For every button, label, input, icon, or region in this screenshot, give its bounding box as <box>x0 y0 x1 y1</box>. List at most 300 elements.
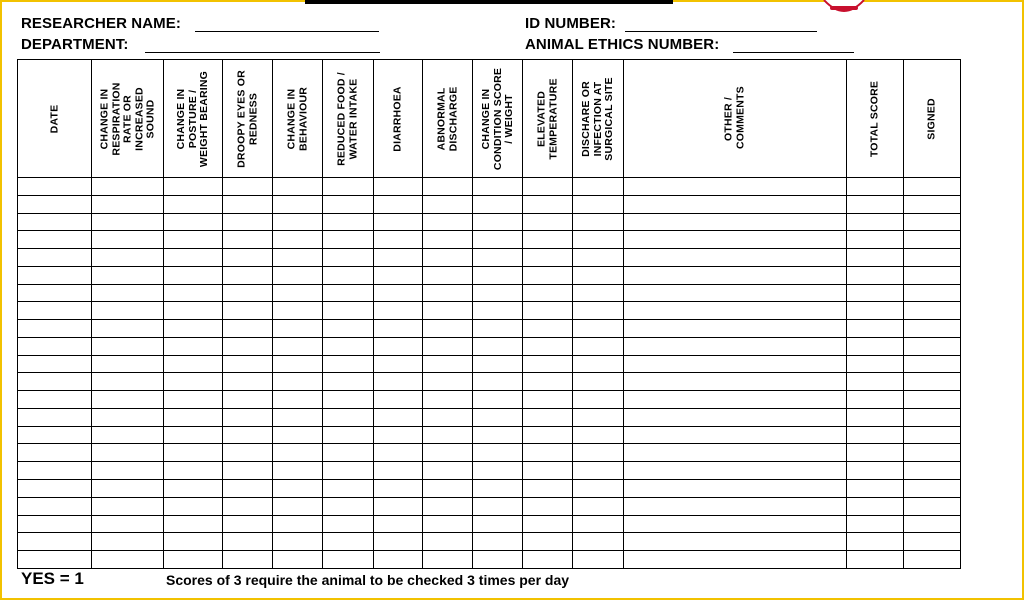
entry-cell[interactable] <box>473 373 523 391</box>
entry-cell[interactable] <box>164 533 223 551</box>
entry-cell[interactable] <box>223 337 273 355</box>
entry-cell[interactable] <box>904 444 961 462</box>
entry-cell[interactable] <box>904 551 961 569</box>
entry-cell[interactable] <box>573 408 624 426</box>
entry-cell[interactable] <box>624 213 847 231</box>
entry-cell[interactable] <box>423 302 473 320</box>
entry-cell[interactable] <box>624 195 847 213</box>
entry-cell[interactable] <box>847 391 904 409</box>
entry-cell[interactable] <box>847 320 904 338</box>
entry-cell[interactable] <box>164 444 223 462</box>
entry-cell[interactable] <box>573 284 624 302</box>
entry-cell[interactable] <box>573 444 624 462</box>
entry-cell[interactable] <box>273 391 323 409</box>
entry-cell[interactable] <box>904 480 961 498</box>
entry-cell[interactable] <box>473 497 523 515</box>
entry-cell[interactable] <box>904 195 961 213</box>
entry-cell[interactable] <box>164 551 223 569</box>
entry-cell[interactable] <box>273 444 323 462</box>
entry-cell[interactable] <box>92 462 164 480</box>
entry-cell[interactable] <box>423 337 473 355</box>
entry-cell[interactable] <box>473 320 523 338</box>
entry-cell[interactable] <box>323 480 374 498</box>
entry-cell[interactable] <box>573 355 624 373</box>
entry-cell[interactable] <box>323 337 374 355</box>
entry-cell[interactable] <box>18 249 92 267</box>
entry-cell[interactable] <box>374 462 423 480</box>
animal-ethics-number-field[interactable] <box>733 52 854 53</box>
entry-cell[interactable] <box>523 231 573 249</box>
entry-cell[interactable] <box>573 320 624 338</box>
entry-cell[interactable] <box>423 373 473 391</box>
entry-cell[interactable] <box>18 533 92 551</box>
entry-cell[interactable] <box>164 302 223 320</box>
entry-cell[interactable] <box>92 373 164 391</box>
entry-cell[interactable] <box>323 462 374 480</box>
entry-cell[interactable] <box>423 426 473 444</box>
entry-cell[interactable] <box>904 497 961 515</box>
entry-cell[interactable] <box>92 213 164 231</box>
entry-cell[interactable] <box>323 231 374 249</box>
entry-cell[interactable] <box>904 355 961 373</box>
entry-cell[interactable] <box>573 302 624 320</box>
entry-cell[interactable] <box>164 213 223 231</box>
entry-cell[interactable] <box>904 213 961 231</box>
entry-cell[interactable] <box>523 320 573 338</box>
entry-cell[interactable] <box>523 302 573 320</box>
entry-cell[interactable] <box>523 426 573 444</box>
entry-cell[interactable] <box>323 178 374 196</box>
entry-cell[interactable] <box>273 266 323 284</box>
entry-cell[interactable] <box>573 480 624 498</box>
entry-cell[interactable] <box>164 195 223 213</box>
entry-cell[interactable] <box>92 195 164 213</box>
entry-cell[interactable] <box>624 337 847 355</box>
entry-cell[interactable] <box>423 551 473 569</box>
entry-cell[interactable] <box>904 178 961 196</box>
entry-cell[interactable] <box>374 444 423 462</box>
entry-cell[interactable] <box>573 195 624 213</box>
entry-cell[interactable] <box>18 497 92 515</box>
entry-cell[interactable] <box>473 551 523 569</box>
entry-cell[interactable] <box>273 302 323 320</box>
entry-cell[interactable] <box>624 373 847 391</box>
entry-cell[interactable] <box>573 426 624 444</box>
entry-cell[interactable] <box>573 391 624 409</box>
entry-cell[interactable] <box>473 515 523 533</box>
entry-cell[interactable] <box>904 391 961 409</box>
entry-cell[interactable] <box>223 231 273 249</box>
entry-cell[interactable] <box>423 533 473 551</box>
entry-cell[interactable] <box>374 551 423 569</box>
entry-cell[interactable] <box>523 337 573 355</box>
entry-cell[interactable] <box>223 391 273 409</box>
entry-cell[interactable] <box>323 266 374 284</box>
entry-cell[interactable] <box>523 266 573 284</box>
entry-cell[interactable] <box>18 408 92 426</box>
entry-cell[interactable] <box>164 515 223 533</box>
entry-cell[interactable] <box>473 426 523 444</box>
entry-cell[interactable] <box>273 480 323 498</box>
entry-cell[interactable] <box>523 373 573 391</box>
entry-cell[interactable] <box>223 355 273 373</box>
entry-cell[interactable] <box>423 515 473 533</box>
entry-cell[interactable] <box>273 320 323 338</box>
entry-cell[interactable] <box>18 515 92 533</box>
entry-cell[interactable] <box>92 391 164 409</box>
entry-cell[interactable] <box>374 284 423 302</box>
entry-cell[interactable] <box>423 391 473 409</box>
entry-cell[interactable] <box>904 373 961 391</box>
entry-cell[interactable] <box>847 426 904 444</box>
entry-cell[interactable] <box>18 195 92 213</box>
entry-cell[interactable] <box>223 426 273 444</box>
entry-cell[interactable] <box>523 355 573 373</box>
entry-cell[interactable] <box>273 178 323 196</box>
entry-cell[interactable] <box>473 444 523 462</box>
entry-cell[interactable] <box>847 515 904 533</box>
entry-cell[interactable] <box>904 284 961 302</box>
entry-cell[interactable] <box>423 355 473 373</box>
entry-cell[interactable] <box>223 213 273 231</box>
entry-cell[interactable] <box>164 480 223 498</box>
entry-cell[interactable] <box>92 284 164 302</box>
entry-cell[interactable] <box>573 515 624 533</box>
entry-cell[interactable] <box>624 320 847 338</box>
entry-cell[interactable] <box>847 533 904 551</box>
entry-cell[interactable] <box>374 533 423 551</box>
entry-cell[interactable] <box>374 391 423 409</box>
entry-cell[interactable] <box>573 533 624 551</box>
entry-cell[interactable] <box>164 497 223 515</box>
entry-cell[interactable] <box>18 302 92 320</box>
entry-cell[interactable] <box>223 551 273 569</box>
entry-cell[interactable] <box>847 408 904 426</box>
entry-cell[interactable] <box>847 213 904 231</box>
entry-cell[interactable] <box>164 249 223 267</box>
entry-cell[interactable] <box>423 249 473 267</box>
entry-cell[interactable] <box>273 515 323 533</box>
entry-cell[interactable] <box>624 355 847 373</box>
entry-cell[interactable] <box>223 373 273 391</box>
entry-cell[interactable] <box>273 284 323 302</box>
entry-cell[interactable] <box>374 266 423 284</box>
entry-cell[interactable] <box>374 178 423 196</box>
entry-cell[interactable] <box>164 426 223 444</box>
entry-cell[interactable] <box>847 178 904 196</box>
entry-cell[interactable] <box>223 266 273 284</box>
entry-cell[interactable] <box>423 178 473 196</box>
department-field[interactable] <box>145 52 380 53</box>
entry-cell[interactable] <box>473 231 523 249</box>
entry-cell[interactable] <box>374 249 423 267</box>
entry-cell[interactable] <box>423 213 473 231</box>
entry-cell[interactable] <box>473 195 523 213</box>
entry-cell[interactable] <box>18 284 92 302</box>
entry-cell[interactable] <box>374 213 423 231</box>
entry-cell[interactable] <box>523 391 573 409</box>
entry-cell[interactable] <box>473 249 523 267</box>
entry-cell[interactable] <box>223 302 273 320</box>
entry-cell[interactable] <box>573 373 624 391</box>
entry-cell[interactable] <box>523 444 573 462</box>
entry-cell[interactable] <box>273 355 323 373</box>
entry-cell[interactable] <box>423 462 473 480</box>
entry-cell[interactable] <box>273 462 323 480</box>
entry-cell[interactable] <box>223 462 273 480</box>
researcher-name-field[interactable] <box>195 31 379 32</box>
entry-cell[interactable] <box>624 515 847 533</box>
entry-cell[interactable] <box>323 533 374 551</box>
entry-cell[interactable] <box>18 266 92 284</box>
entry-cell[interactable] <box>92 444 164 462</box>
entry-cell[interactable] <box>18 426 92 444</box>
entry-cell[interactable] <box>92 231 164 249</box>
entry-cell[interactable] <box>847 480 904 498</box>
entry-cell[interactable] <box>323 195 374 213</box>
entry-cell[interactable] <box>323 320 374 338</box>
entry-cell[interactable] <box>374 480 423 498</box>
entry-cell[interactable] <box>904 533 961 551</box>
entry-cell[interactable] <box>273 497 323 515</box>
entry-cell[interactable] <box>374 320 423 338</box>
entry-cell[interactable] <box>624 444 847 462</box>
entry-cell[interactable] <box>92 178 164 196</box>
entry-cell[interactable] <box>323 551 374 569</box>
entry-cell[interactable] <box>573 337 624 355</box>
entry-cell[interactable] <box>523 515 573 533</box>
entry-cell[interactable] <box>323 515 374 533</box>
entry-cell[interactable] <box>423 444 473 462</box>
entry-cell[interactable] <box>92 355 164 373</box>
entry-cell[interactable] <box>847 249 904 267</box>
entry-cell[interactable] <box>164 337 223 355</box>
entry-cell[interactable] <box>473 284 523 302</box>
entry-cell[interactable] <box>323 408 374 426</box>
entry-cell[interactable] <box>523 480 573 498</box>
entry-cell[interactable] <box>624 408 847 426</box>
entry-cell[interactable] <box>624 249 847 267</box>
entry-cell[interactable] <box>904 320 961 338</box>
entry-cell[interactable] <box>374 408 423 426</box>
entry-cell[interactable] <box>374 426 423 444</box>
entry-cell[interactable] <box>223 320 273 338</box>
entry-cell[interactable] <box>374 302 423 320</box>
entry-cell[interactable] <box>847 337 904 355</box>
entry-cell[interactable] <box>92 533 164 551</box>
entry-cell[interactable] <box>423 195 473 213</box>
entry-cell[interactable] <box>273 195 323 213</box>
entry-cell[interactable] <box>374 373 423 391</box>
entry-cell[interactable] <box>18 391 92 409</box>
entry-cell[interactable] <box>904 462 961 480</box>
entry-cell[interactable] <box>273 213 323 231</box>
entry-cell[interactable] <box>624 178 847 196</box>
entry-cell[interactable] <box>92 266 164 284</box>
entry-cell[interactable] <box>523 195 573 213</box>
entry-cell[interactable] <box>18 373 92 391</box>
entry-cell[interactable] <box>847 231 904 249</box>
entry-cell[interactable] <box>573 497 624 515</box>
entry-cell[interactable] <box>624 231 847 249</box>
entry-cell[interactable] <box>223 515 273 533</box>
entry-cell[interactable] <box>847 355 904 373</box>
entry-cell[interactable] <box>523 213 573 231</box>
entry-cell[interactable] <box>92 249 164 267</box>
entry-cell[interactable] <box>323 426 374 444</box>
entry-cell[interactable] <box>624 551 847 569</box>
entry-cell[interactable] <box>273 551 323 569</box>
entry-cell[interactable] <box>223 497 273 515</box>
entry-cell[interactable] <box>423 497 473 515</box>
entry-cell[interactable] <box>624 533 847 551</box>
entry-cell[interactable] <box>18 337 92 355</box>
entry-cell[interactable] <box>473 337 523 355</box>
entry-cell[interactable] <box>273 408 323 426</box>
entry-cell[interactable] <box>323 391 374 409</box>
entry-cell[interactable] <box>223 408 273 426</box>
entry-cell[interactable] <box>473 302 523 320</box>
entry-cell[interactable] <box>273 231 323 249</box>
entry-cell[interactable] <box>847 302 904 320</box>
entry-cell[interactable] <box>374 195 423 213</box>
entry-cell[interactable] <box>624 266 847 284</box>
entry-cell[interactable] <box>223 195 273 213</box>
id-number-field[interactable] <box>625 31 817 32</box>
entry-cell[interactable] <box>573 551 624 569</box>
entry-cell[interactable] <box>164 284 223 302</box>
entry-cell[interactable] <box>473 178 523 196</box>
entry-cell[interactable] <box>18 355 92 373</box>
entry-cell[interactable] <box>223 178 273 196</box>
entry-cell[interactable] <box>423 266 473 284</box>
entry-cell[interactable] <box>92 551 164 569</box>
entry-cell[interactable] <box>164 320 223 338</box>
entry-cell[interactable] <box>904 408 961 426</box>
entry-cell[interactable] <box>223 533 273 551</box>
entry-cell[interactable] <box>18 444 92 462</box>
entry-cell[interactable] <box>523 462 573 480</box>
entry-cell[interactable] <box>423 284 473 302</box>
entry-cell[interactable] <box>323 213 374 231</box>
entry-cell[interactable] <box>904 231 961 249</box>
entry-cell[interactable] <box>573 213 624 231</box>
entry-cell[interactable] <box>523 551 573 569</box>
entry-cell[interactable] <box>323 355 374 373</box>
entry-cell[interactable] <box>92 480 164 498</box>
entry-cell[interactable] <box>904 249 961 267</box>
entry-cell[interactable] <box>374 355 423 373</box>
entry-cell[interactable] <box>473 480 523 498</box>
entry-cell[interactable] <box>523 249 573 267</box>
entry-cell[interactable] <box>92 515 164 533</box>
entry-cell[interactable] <box>473 355 523 373</box>
entry-cell[interactable] <box>273 533 323 551</box>
entry-cell[interactable] <box>573 178 624 196</box>
entry-cell[interactable] <box>573 231 624 249</box>
entry-cell[interactable] <box>323 444 374 462</box>
entry-cell[interactable] <box>523 178 573 196</box>
entry-cell[interactable] <box>904 426 961 444</box>
entry-cell[interactable] <box>92 337 164 355</box>
entry-cell[interactable] <box>273 337 323 355</box>
entry-cell[interactable] <box>624 302 847 320</box>
entry-cell[interactable] <box>374 515 423 533</box>
entry-cell[interactable] <box>847 195 904 213</box>
entry-cell[interactable] <box>523 284 573 302</box>
entry-cell[interactable] <box>904 337 961 355</box>
entry-cell[interactable] <box>847 497 904 515</box>
entry-cell[interactable] <box>92 408 164 426</box>
entry-cell[interactable] <box>904 266 961 284</box>
entry-cell[interactable] <box>323 302 374 320</box>
entry-cell[interactable] <box>374 337 423 355</box>
entry-cell[interactable] <box>374 231 423 249</box>
entry-cell[interactable] <box>624 284 847 302</box>
entry-cell[interactable] <box>164 178 223 196</box>
entry-cell[interactable] <box>523 533 573 551</box>
entry-cell[interactable] <box>92 426 164 444</box>
entry-cell[interactable] <box>18 480 92 498</box>
entry-cell[interactable] <box>573 266 624 284</box>
entry-cell[interactable] <box>573 249 624 267</box>
entry-cell[interactable] <box>18 551 92 569</box>
entry-cell[interactable] <box>847 444 904 462</box>
entry-cell[interactable] <box>624 462 847 480</box>
entry-cell[interactable] <box>847 462 904 480</box>
entry-cell[interactable] <box>273 249 323 267</box>
entry-cell[interactable] <box>847 373 904 391</box>
entry-cell[interactable] <box>92 497 164 515</box>
entry-cell[interactable] <box>18 213 92 231</box>
entry-cell[interactable] <box>92 320 164 338</box>
entry-cell[interactable] <box>164 462 223 480</box>
entry-cell[interactable] <box>164 231 223 249</box>
entry-cell[interactable] <box>423 320 473 338</box>
entry-cell[interactable] <box>473 213 523 231</box>
entry-cell[interactable] <box>904 515 961 533</box>
entry-cell[interactable] <box>223 444 273 462</box>
entry-cell[interactable] <box>223 480 273 498</box>
entry-cell[interactable] <box>18 178 92 196</box>
entry-cell[interactable] <box>374 497 423 515</box>
entry-cell[interactable] <box>423 408 473 426</box>
entry-cell[interactable] <box>164 408 223 426</box>
entry-cell[interactable] <box>847 266 904 284</box>
entry-cell[interactable] <box>18 231 92 249</box>
entry-cell[interactable] <box>573 462 624 480</box>
entry-cell[interactable] <box>473 462 523 480</box>
entry-cell[interactable] <box>423 480 473 498</box>
entry-cell[interactable] <box>847 284 904 302</box>
entry-cell[interactable] <box>92 302 164 320</box>
entry-cell[interactable] <box>323 373 374 391</box>
entry-cell[interactable] <box>624 391 847 409</box>
entry-cell[interactable] <box>523 497 573 515</box>
entry-cell[interactable] <box>624 426 847 444</box>
entry-cell[interactable] <box>164 355 223 373</box>
entry-cell[interactable] <box>18 320 92 338</box>
entry-cell[interactable] <box>223 249 273 267</box>
entry-cell[interactable] <box>847 551 904 569</box>
entry-cell[interactable] <box>164 373 223 391</box>
entry-cell[interactable] <box>423 231 473 249</box>
entry-cell[interactable] <box>223 284 273 302</box>
entry-cell[interactable] <box>473 391 523 409</box>
entry-cell[interactable] <box>323 497 374 515</box>
entry-cell[interactable] <box>164 391 223 409</box>
entry-cell[interactable] <box>18 462 92 480</box>
